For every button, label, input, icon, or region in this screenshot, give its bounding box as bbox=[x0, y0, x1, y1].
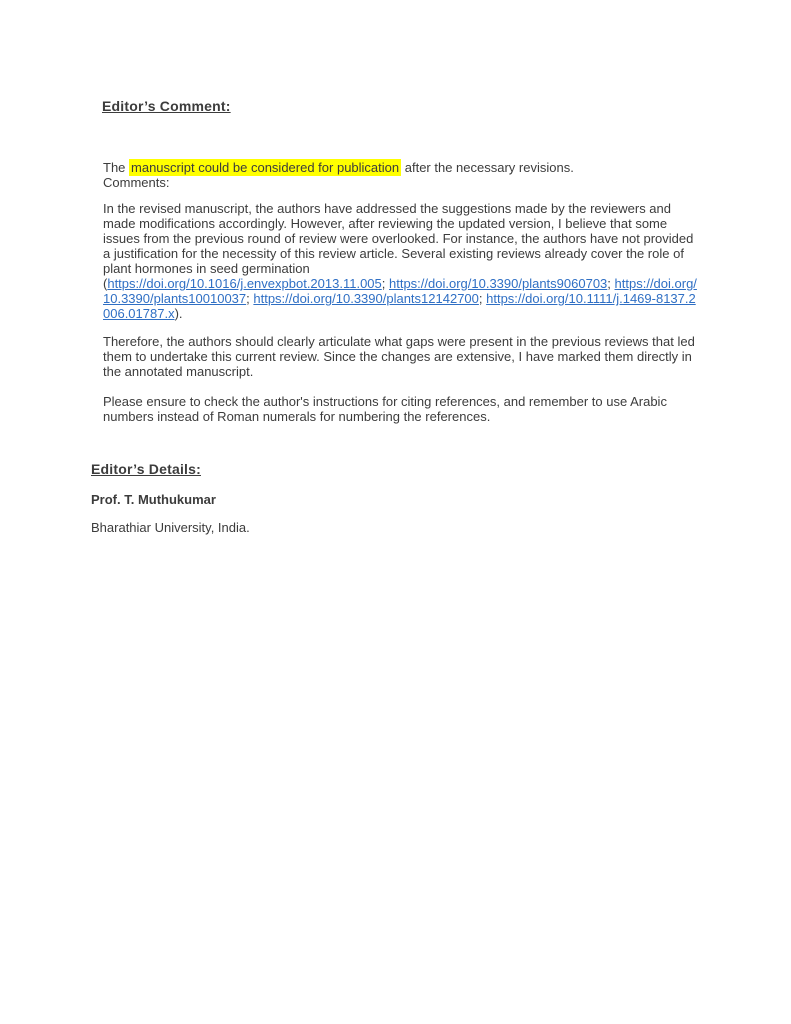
link-separator: ; bbox=[246, 291, 254, 306]
link-separator: ; bbox=[607, 276, 615, 291]
decision-block bbox=[103, 160, 699, 190]
doi-link-5[interactable]: https://doi.org/10.1111/j.1469-8137.2006.01787.x bbox=[103, 291, 696, 321]
editor-name: Prof. T. Muthukumar bbox=[91, 492, 216, 507]
link-separator: ; bbox=[478, 291, 487, 306]
review-paragraph bbox=[103, 201, 699, 321]
doi-link-3[interactable]: https://doi.org/10.3390/plants10010037 bbox=[103, 276, 697, 306]
link-separator: ; bbox=[381, 276, 389, 291]
decision-highlight: manuscript could be considered for publication bbox=[131, 160, 400, 175]
doi-link-2[interactable]: https://doi.org/10.3390/plants9060703 bbox=[389, 276, 608, 291]
instructions-paragraph: Please ensure to check the author's instructions for citing references, and remember to use Arabic numbers instead of Roman numerals for numbering the references. bbox=[103, 394, 667, 424]
open-paren: ( bbox=[103, 276, 108, 291]
comments-label: Comments: bbox=[103, 175, 170, 190]
close-paren: ). bbox=[174, 306, 183, 321]
review-text: In the revised manuscript, the authors have addressed the suggestions made by the reviewers and made modifications accordingly. However, after reviewing the updated version, I believe that some issues from the previous round of review were overlooked. For instance, the authors have not provided a justification for the necessity of this review article. Several existing reviews already cover the role of plant hormones in seed germination bbox=[103, 201, 694, 276]
citation-links bbox=[103, 276, 699, 321]
comment-section-heading: Editor’s Comment: bbox=[102, 98, 231, 114]
doi-link-1[interactable]: https://doi.org/10.1016/j.envexpbot.2013.11.005 bbox=[107, 276, 382, 291]
editor-affiliation: Bharathiar University, India. bbox=[91, 520, 250, 535]
details-section-heading: Editor’s Details: bbox=[91, 461, 201, 477]
decision-prefix: The bbox=[103, 160, 130, 175]
decision-line bbox=[103, 160, 699, 175]
doi-link-4[interactable]: https://doi.org/10.3390/plants12142700 bbox=[253, 291, 479, 306]
decision-suffix: after the necessary revisions. bbox=[401, 160, 574, 175]
gaps-paragraph: Therefore, the authors should clearly articulate what gaps were present in the previous reviews that led them to undertake this current review. Since the changes are extensive, I have marked them directly in the annotated manuscript. bbox=[103, 334, 695, 379]
